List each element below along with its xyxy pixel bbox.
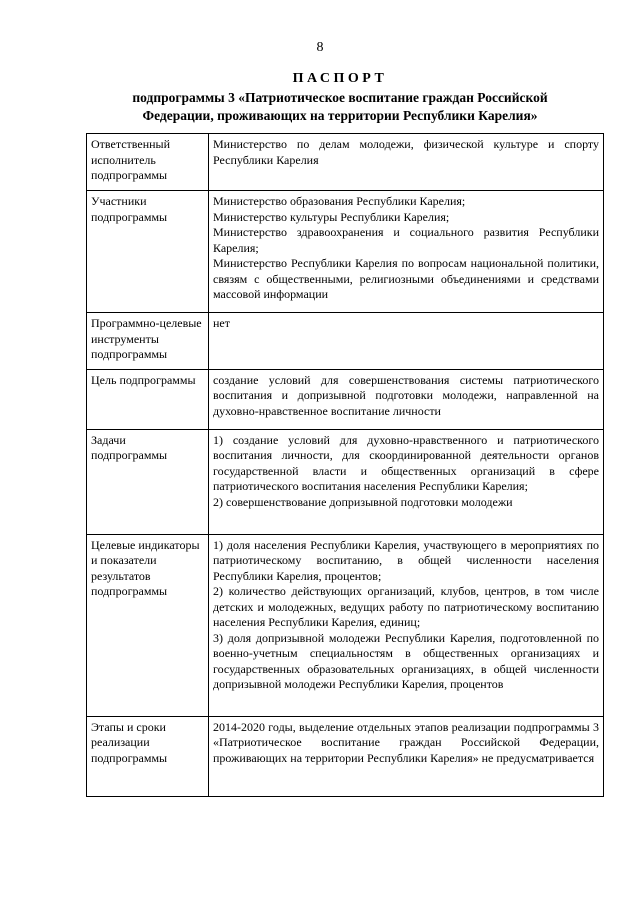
row-label: Программно-целевые инструменты подпрограммы [87,313,209,370]
table-row [87,716,604,796]
row-label: Целевые индикаторы и показатели результатов подпрограммы [87,534,209,716]
value-line: Министерство по делам молодежи, физической культуре и спорту Республики Карелия [213,137,599,167]
value-line: 3) доля допризывной молодежи Республики Карелия, подготовленной по военно-учетным специальностям в общественных организациях и государственных образовательных организациях, в общей численности допризывной молодежи Республики Карелия, процентов [213,630,599,691]
value-line: 2014-2020 годы, выделение отдельных этапов реализации подпрограммы 3 «Патриотическое воспитание граждан Российской Федерации, проживающих на территории Республики Карелия» не предусматривается [213,719,599,765]
document-subtitle: подпрограммы 3 «Патриотическое воспитание граждан Российской Федерации, проживающих на территории Республики Карелия» [132,90,548,123]
row-label: Цель подпрограммы [87,369,209,429]
value-line: 2) количество действующих организаций, клубов, центров, в том числе детских и молодежных, ведущих работу по патриотическому воспитанию населения Республики Карелия, единиц; [213,584,599,629]
value-line: Министерство здравоохранения и социального развития Республики Карелия; [213,225,599,255]
table-row [87,369,604,429]
page-number: 8 [316,40,324,55]
row-label: Ответственный исполнитель подпрограммы [87,134,209,191]
row-value [209,369,604,429]
value-line: нет [213,316,230,330]
row-value [209,534,604,716]
value-line: Министерство культуры Республики Карелия; [213,209,450,224]
value-line: 2) совершенствование допризывной подготовки молодежи [213,494,513,509]
row-value [209,313,604,370]
value-line: Министерство образования Республики Карелия; [213,194,466,208]
row-value [209,429,604,534]
value-line: 1) создание условий для духовно-нравственного и патриотического воспитания личности, для скоординированной деятельности органов государственной власти и общественных организаций в сфере патриотического воспитания населения Республики Карелия; [213,432,599,493]
table-row [87,134,604,191]
table-row [87,191,604,313]
value-line: 1) доля населения Республики Карелия, участвующего в мероприятиях по патриотическому воспитанию, в общей численности населения Республики Карелия, процентов; [213,537,599,583]
row-value [209,191,604,313]
row-label: Задачи подпрограммы [87,429,209,534]
value-line: Министерство Республики Карелия по вопросам национальной политики, связям с общественными, религиозными объединениями и средствами массовой информации [213,256,599,301]
table-row [87,313,604,370]
row-value [209,134,604,191]
table-row [87,429,604,534]
document-title: ПАСПОРТ [292,71,388,86]
row-value [209,716,604,796]
value-line: создание условий для совершенствования системы патриотического воспитания и допризывной подготовки молодежи, направленной на духовно-нравственное воспитание личности [213,372,599,418]
passport-table [86,133,604,797]
row-label: Этапы и сроки реализации подпрограммы [87,716,209,796]
table-row [87,534,604,716]
row-label: Участники подпрограммы [87,191,209,313]
